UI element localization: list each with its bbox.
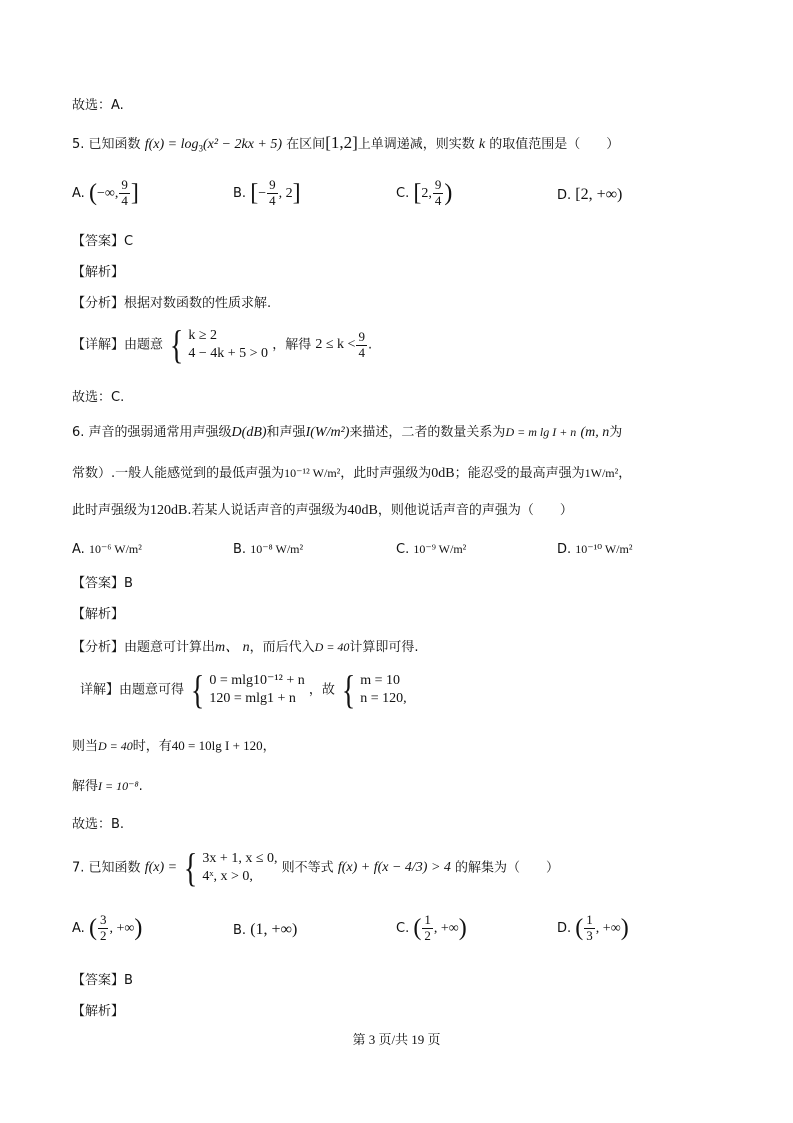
q5-interval: [1,2] [325,133,358,152]
q6-system: { 0 = mlg10⁻¹² + n 120 = mlg1 + n [191,667,305,712]
q5-var: k [478,137,486,152]
q5-stem-pre: 已知函数 [88,137,141,152]
option-label: B. [233,185,247,201]
q5-analysis-tag: 【解析】 [72,265,125,280]
q7-answer: 【答案】B [72,973,133,988]
q5-detail: 【详解】由题意 { k ≥ 2 4 − 4k + 5 > 0 ，解得 2 ≤ k < $\frac{9}{4}$ . [72,322,373,367]
q7-option-a[interactable]: A. ( $\frac{3}{2}$ , +∞) [72,912,143,943]
option-label: C. [396,185,410,201]
q5-option-d[interactable] [557,186,622,204]
q6-line-3: 此时声强级为120dB.若某人说话声音的声强级为40dB，则他说话声音的声强为（ ） [72,503,573,518]
q5-func: f(x) = log [144,137,199,152]
q6-when: 则当D = 40时，有40 = 10lg I + 120， [72,738,276,754]
q7-option-b[interactable]: B. (1, +∞) [233,921,298,938]
q6-option-a[interactable]: A. 10⁻⁶ W/m² [72,542,142,557]
q5-option-c[interactable]: C. [2, $\frac{9}{4}$ ) [396,177,453,208]
q5-option-b[interactable]: B. [− $\frac{9}{4}$ , 2] [233,177,301,208]
q5-stem-mid: 在区间 [286,137,326,152]
q6-solve: 解得I = 10⁻⁸. [72,779,143,794]
q5-stem-end: 的取值范围是（ ） [489,137,620,152]
q6-option-c[interactable]: C. 10⁻⁹ W/m² [396,542,467,557]
page-footer: 第 3 页/共 19 页 [352,1032,441,1047]
q6-analysis-tag: 【解析】 [72,607,125,622]
q5-arg: (x² − 2kx + 5) [202,137,283,152]
q5-number: 5. [72,137,85,152]
q6-line-1: 6. 声音的强弱通常用声强级D(dB)和声强I(W/m²)来描述，二者的数量关系为D = m lg I + n (m, n为 [72,425,623,440]
q5-fenxi: 【分析】根据对数函数的性质求解. [72,296,272,311]
q7-option-d[interactable]: D. ( $\frac{1}{3}$ , +∞) [557,912,629,943]
q7-stem: 7. 已知函数 f(x) = { 3x + 1, x ≤ 0, 4ˣ, x > 0, 则不等式 f(x) + f(x − 4/3) > 4 的解集为（ ） [72,845,560,890]
q6-option-b[interactable]: B. 10⁻⁸ W/m² [233,542,304,557]
q6-option-d[interactable]: D. 10⁻¹⁰ W/m² [557,542,633,557]
q6-line-2: 常数）.一般人能感觉到的最低声强为10⁻¹² W/m²，此时声强级为0dB；能忍受的最高声强为1W/m²， [72,466,632,481]
q7-analysis-tag: 【解析】 [72,1004,125,1019]
q5-choose: 故选：C. [72,390,125,405]
q6-choose: 故选：B. [72,817,125,832]
q7-piecewise: { 3x + 1, x ≤ 0, 4ˣ, x > 0, [184,845,278,890]
q6-answer: 【答案】B [72,576,133,591]
q5-stem-post: 上单调递减，则实数 [357,137,475,152]
q5-stem [72,134,619,154]
q6-detail: 详解】由题意可得 { 0 = mlg10⁻¹² + n 120 = mlg1 + n ，故 { m = 10 n = 120, [80,667,407,712]
q5-option-a[interactable]: A. (−∞, $\frac{9}{4}$ ] [72,177,139,208]
q5-option-d-text: [2, +∞) [575,186,623,203]
q5-answer: 【答案】C [72,234,134,249]
option-label: D. [557,188,572,203]
q5-system: { k ≥ 2 4 − 4k + 5 > 0 [170,322,269,367]
q7-option-c[interactable]: C. ( $\frac{1}{2}$ , +∞) [396,912,467,943]
q5-log-base: 3 [198,143,203,154]
q6-result-system: { m = 10 n = 120, [341,667,407,712]
option-label: A. [72,185,85,201]
q6-fenxi: 【分析】由题意可计算出m、 n，而后代入D = 40计算即可得. [72,640,419,655]
prev-answer: 故选：A. [72,98,124,113]
